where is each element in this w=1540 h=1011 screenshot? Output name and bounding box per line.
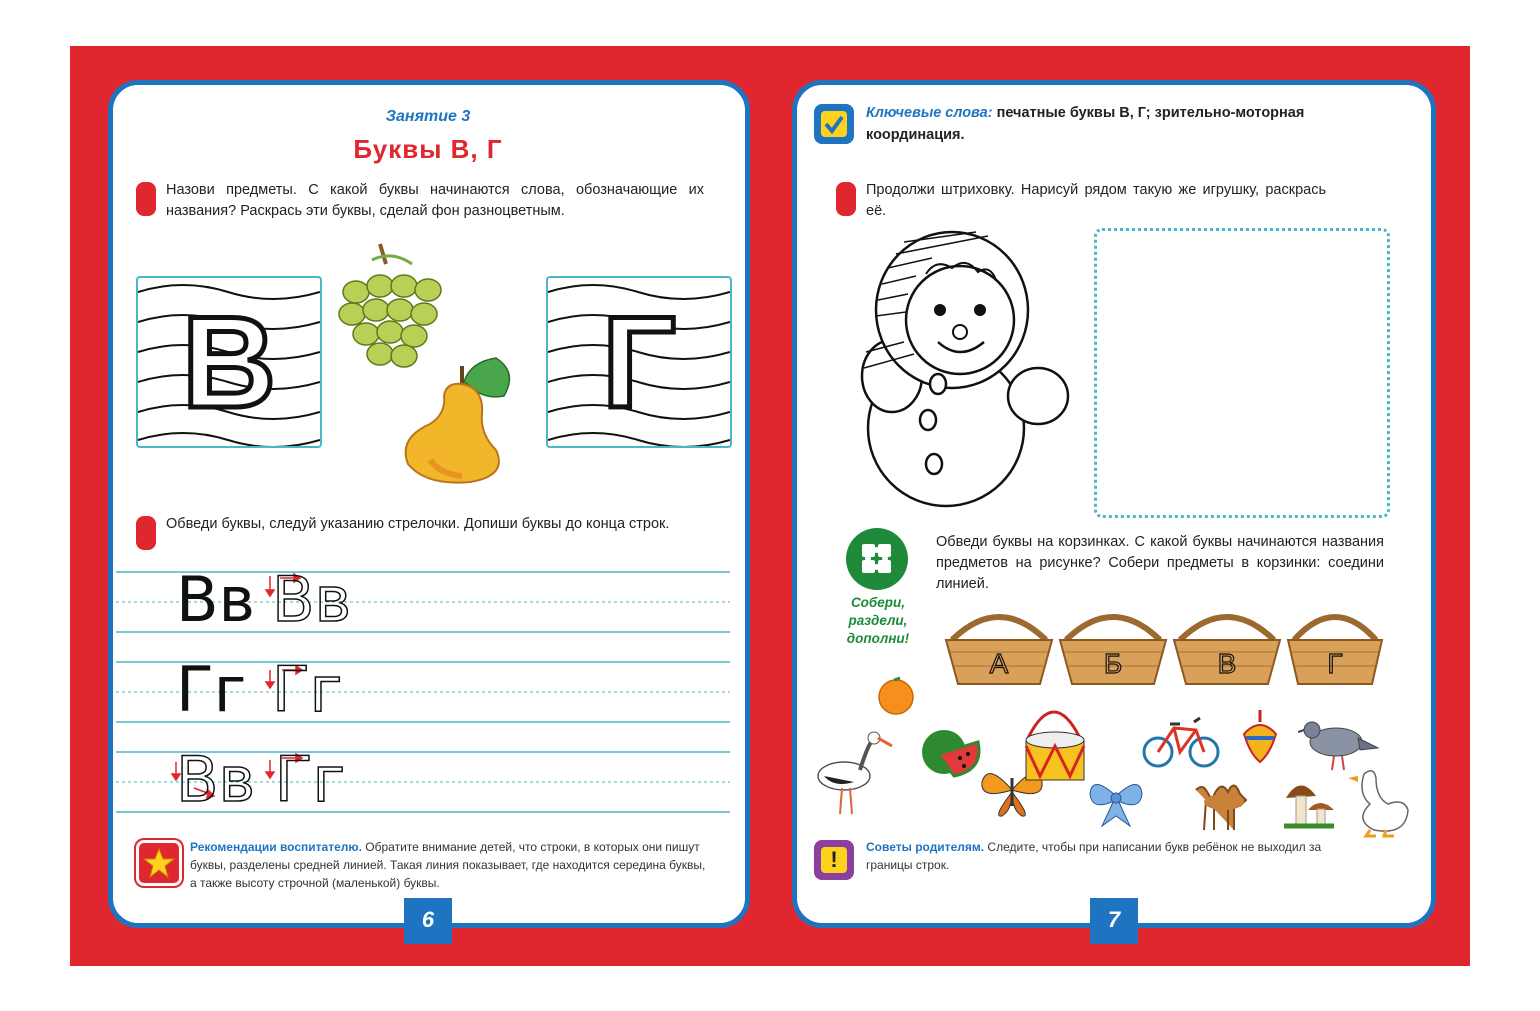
model-letters-row-2: Гг: [176, 653, 247, 726]
parents-hint: [866, 838, 1366, 874]
baskets-row: [944, 600, 1384, 688]
page-number-left: 6: [404, 898, 452, 944]
pigeon-illustration[interactable]: [1298, 708, 1380, 772]
keywords: [866, 102, 1346, 146]
bicycle-illustration[interactable]: [1140, 708, 1222, 770]
basket[interactable]: [1286, 600, 1384, 688]
letter-v-outline: В: [182, 289, 276, 435]
mushrooms-illustration[interactable]: [1282, 776, 1336, 834]
educator-hint: [190, 838, 710, 892]
puzzle-caption: Собери, раздели, дополни!: [846, 595, 910, 646]
basket-letter: Г: [1327, 648, 1343, 679]
camel-illustration[interactable]: [1190, 766, 1256, 832]
task-bullet: [136, 182, 156, 216]
exclamation-icon: !: [814, 840, 854, 880]
basket-letter: А: [989, 648, 1009, 679]
hint-text: Обратите внимание детей, что строки, в которых они пишут буквы, разделены средней линией. Такая линия показывает, где находится середина буквы, а также высоту строчной (маленькой) буквы.: [190, 840, 706, 890]
roly-poly-toy-outline: [856, 228, 1070, 512]
drum-illustration[interactable]: [1018, 696, 1090, 786]
spinning-top-illustration[interactable]: [1240, 708, 1280, 764]
task-2-text: Обведи буквы, следуй указанию стрелочки. Допиши буквы до конца строк.: [166, 516, 670, 532]
hint-title: Советы родителям.: [866, 840, 985, 854]
model-letters-row-1: Вв: [176, 563, 256, 636]
task-4-text: Обведи буквы на корзинках. С какой буквы начинаются названия предметов на рисунке? Собери предметы в корзинки: соедини линией.: [936, 534, 1384, 592]
hint-title: Рекомендации воспитателю.: [190, 840, 362, 854]
traced-letters-row-3[interactable]: Вв Гг: [176, 743, 346, 816]
checkmark-icon: [814, 104, 854, 144]
page-number-right: 7: [1090, 898, 1138, 944]
page-title: Буквы В, Г: [353, 134, 503, 164]
goose-illustration[interactable]: [1346, 764, 1412, 838]
basket[interactable]: [944, 600, 1054, 688]
task-3-text: Продолжи штриховку. Нарисуй рядом такую же игрушку, раскрась её.: [866, 182, 1326, 219]
watermelon-illustration[interactable]: [918, 724, 982, 780]
stork-illustration[interactable]: [814, 724, 894, 816]
drawing-area[interactable]: [1094, 228, 1390, 518]
pear-illustration: [400, 356, 522, 484]
basket[interactable]: [1058, 600, 1168, 688]
letter-box-g: [546, 276, 732, 448]
traced-letters-row-2[interactable]: Гг: [272, 653, 343, 726]
keywords-label: Ключевые слова:: [866, 105, 993, 121]
bow-illustration[interactable]: [1088, 772, 1144, 828]
task-bullet: [836, 182, 856, 216]
letter-g-outline: Г: [602, 289, 676, 435]
keywords-text: печатные буквы В, Г; зрительно-моторная координация.: [866, 105, 1305, 143]
basket[interactable]: [1172, 600, 1282, 688]
letter-box-v: [136, 276, 322, 448]
star-icon: [136, 840, 182, 886]
puzzle-icon: [846, 528, 908, 590]
hint-text: Следите, чтобы при написании букв ребёнок не выходил за границы строк.: [866, 840, 1322, 872]
task-1-text: Назови предметы. С какой буквы начинаются слова, обозначающие их названия? Раскрась эти буквы, сделай фон разноцветным.: [166, 182, 704, 219]
basket-letter: В: [1217, 648, 1237, 679]
lesson-label: Занятие 3: [385, 108, 471, 125]
orange-illustration[interactable]: [876, 676, 916, 716]
traced-letters-row-1[interactable]: Вв: [272, 563, 352, 636]
task-bullet: [136, 516, 156, 550]
basket-letter: Б: [1103, 648, 1123, 679]
